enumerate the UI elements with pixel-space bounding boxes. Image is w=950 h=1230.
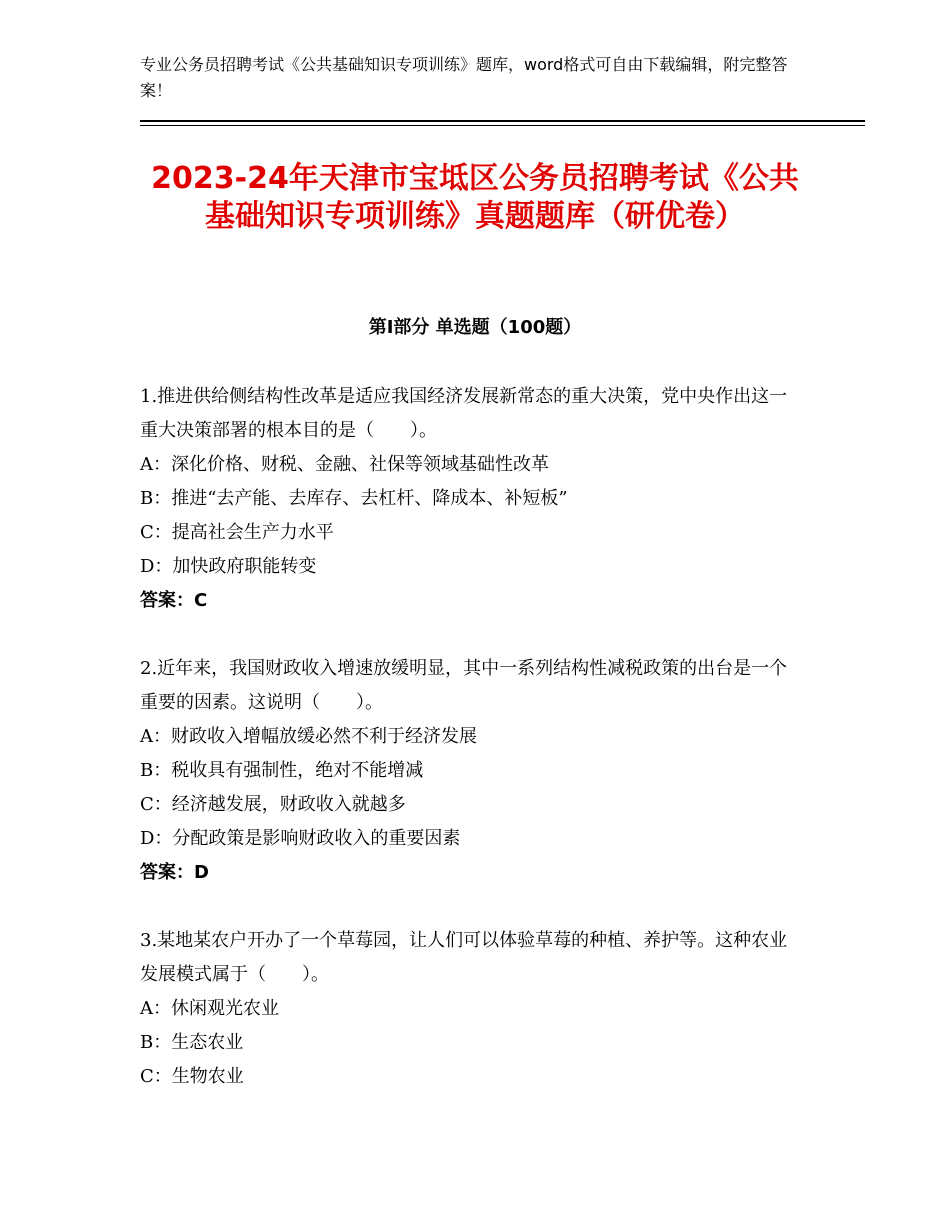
question-3 [140, 924, 800, 1094]
option-c: C：生物农业 [140, 1066, 244, 1087]
answer: 答案：D [140, 862, 209, 883]
question-stem: 2.近年来，我国财政收入增速放缓明显，其中一系列结构性减税政策的出台是一个重要的因素。这说明（ ）。 [140, 658, 788, 713]
option-b: B：推进“去产能、去库存、去杠杆、降成本、补短板” [140, 488, 568, 509]
header-divider-thick [140, 120, 865, 122]
option-a: A：休闲观光农业 [140, 998, 279, 1019]
option-c: C：提高社会生产力水平 [140, 522, 334, 543]
question-stem: 1.推进供给侧结构性改革是适应我国经济发展新常态的重大决策，党中央作出这一重大决策部署的根本目的是（ ）。 [140, 386, 788, 441]
header-divider-thin [140, 125, 865, 126]
option-b: B：税收具有强制性，绝对不能增减 [140, 760, 424, 781]
option-b: B：生态农业 [140, 1032, 244, 1053]
option-c: C：经济越发展，财政收入就越多 [140, 794, 406, 815]
question-1 [140, 380, 800, 618]
option-d: D：分配政策是影响财政收入的重要因素 [140, 828, 461, 849]
document-title: 2023-24年天津市宝坻区公务员招聘考试《公共基础知识专项训练》真题题库（研优卷） [151, 161, 799, 234]
header-note: 专业公务员招聘考试《公共基础知识专项训练》题库，word格式可自由下载编辑，附完整答案！ [140, 55, 788, 100]
section-title: 第I部分 单选题（100题） [368, 317, 582, 338]
answer: 答案：C [140, 590, 208, 611]
question-2 [140, 652, 800, 890]
question-stem: 3.某地某农户开办了一个草莓园，让人们可以体验草莓的种植、养护等。这种农业发展模式属于（ ）。 [140, 930, 788, 985]
option-a: A：深化价格、财税、金融、社保等领域基础性改革 [140, 454, 549, 475]
option-d: D：加快政府职能转变 [140, 556, 317, 577]
question-list [140, 380, 800, 1128]
option-a: A：财政收入增幅放缓必然不利于经济发展 [140, 726, 477, 747]
